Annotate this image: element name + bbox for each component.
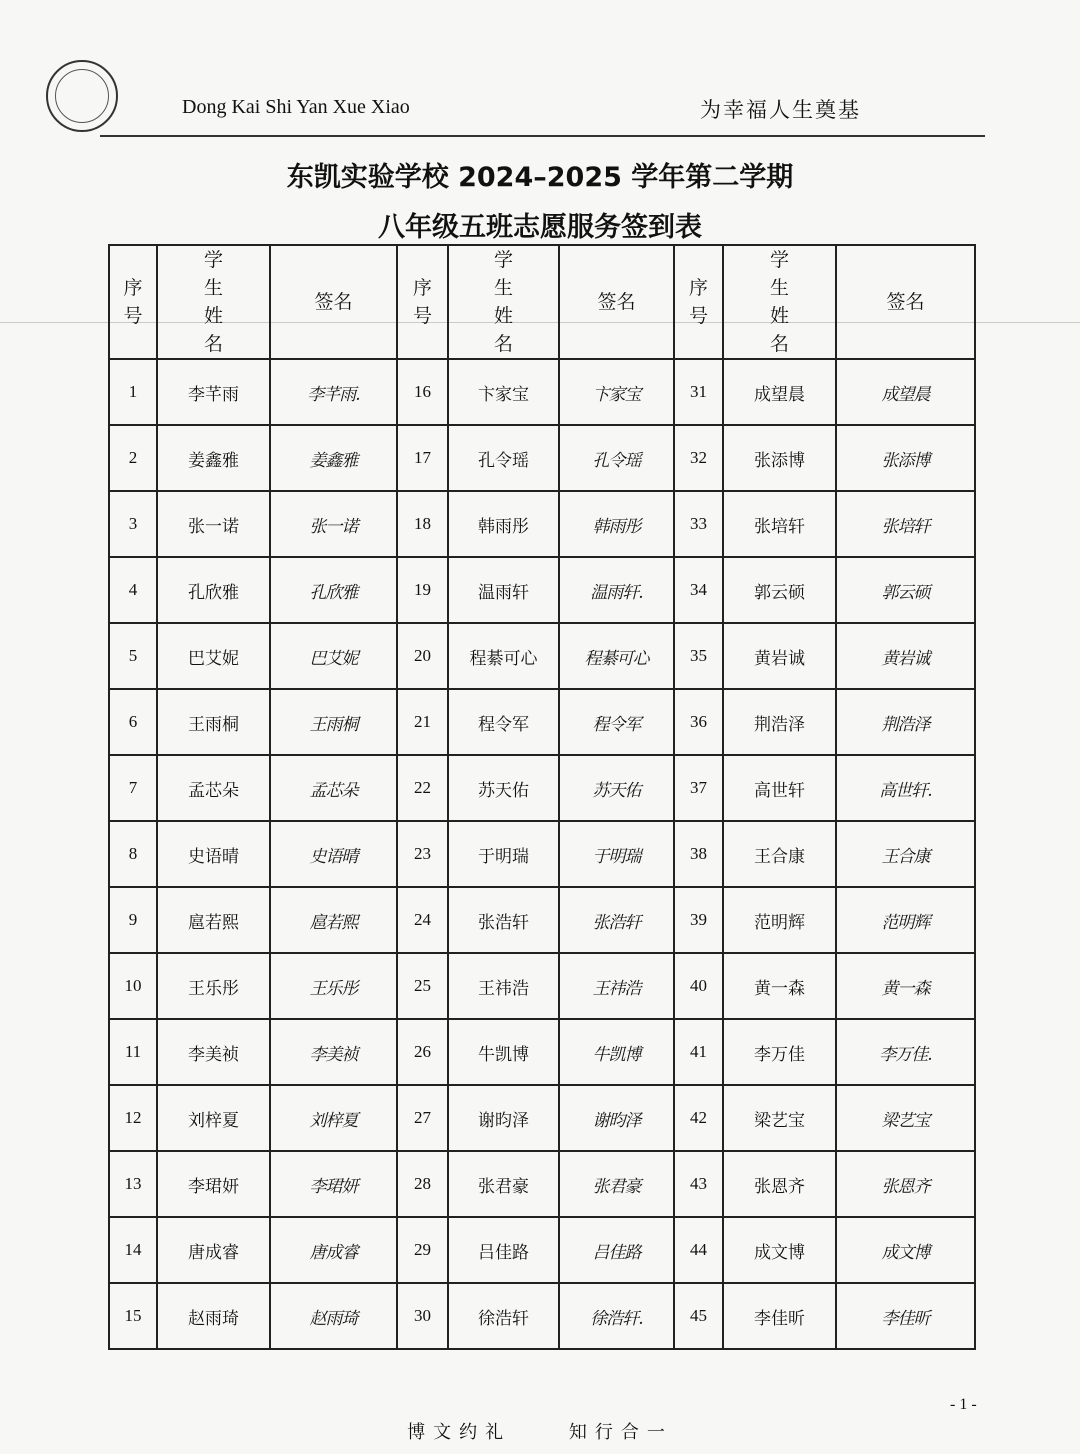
school-name-pinyin: Dong Kai Shi Yan Xue Xiao [182, 96, 410, 118]
student-name: 范明辉 [723, 887, 836, 953]
row-number: 43 [674, 1151, 723, 1217]
student-name: 赵雨琦 [157, 1283, 270, 1349]
table-header [109, 245, 975, 359]
row-number: 41 [674, 1019, 723, 1085]
table-row [109, 1217, 975, 1283]
row-number: 27 [397, 1085, 448, 1151]
signature: 黄一森 [836, 953, 975, 1019]
row-number: 26 [397, 1019, 448, 1085]
student-name: 张恩齐 [723, 1151, 836, 1217]
header-idx-label: 序号 [123, 277, 143, 327]
student-name: 高世轩 [723, 755, 836, 821]
row-number: 18 [397, 491, 448, 557]
student-name: 刘梓夏 [157, 1085, 270, 1151]
row-number: 32 [674, 425, 723, 491]
student-name: 徐浩轩 [448, 1283, 559, 1349]
row-number: 13 [109, 1151, 157, 1217]
student-name: 梁艺宝 [723, 1085, 836, 1151]
signature: 苏天佑 [559, 755, 674, 821]
row-number: 23 [397, 821, 448, 887]
row-number: 35 [674, 623, 723, 689]
table-header-row [109, 245, 975, 359]
row-number: 11 [109, 1019, 157, 1085]
signature: 王合康 [836, 821, 975, 887]
row-number: 7 [109, 755, 157, 821]
student-name: 韩雨彤 [448, 491, 559, 557]
student-name: 孔令瑶 [448, 425, 559, 491]
student-name: 王祎浩 [448, 953, 559, 1019]
sign-in-table [108, 244, 976, 1350]
row-number: 29 [397, 1217, 448, 1283]
row-number: 34 [674, 557, 723, 623]
row-number: 14 [109, 1217, 157, 1283]
student-name: 成文博 [723, 1217, 836, 1283]
school-motto: 为幸福人生奠基 [700, 98, 861, 122]
header-name-label: 学生姓名 [203, 249, 223, 355]
student-name: 李芊雨 [157, 359, 270, 425]
student-name: 吕佳路 [448, 1217, 559, 1283]
row-number: 39 [674, 887, 723, 953]
table-row [109, 557, 975, 623]
row-number: 20 [397, 623, 448, 689]
student-name: 巴艾妮 [157, 623, 270, 689]
row-number: 31 [674, 359, 723, 425]
table-row [109, 1019, 975, 1085]
signature: 李万佳. [836, 1019, 975, 1085]
header-sig-3 [836, 245, 975, 359]
header-sig-label: 签名 [314, 291, 353, 313]
signature: 张培轩 [836, 491, 975, 557]
table-row [109, 821, 975, 887]
row-number: 45 [674, 1283, 723, 1349]
student-name: 黄一森 [723, 953, 836, 1019]
table-row [109, 1151, 975, 1217]
row-number: 2 [109, 425, 157, 491]
table-row [109, 491, 975, 557]
header-idx-label: 序号 [688, 277, 708, 327]
table-row [109, 689, 975, 755]
student-name: 王雨桐 [157, 689, 270, 755]
row-number: 28 [397, 1151, 448, 1217]
signature: 张恩齐 [836, 1151, 975, 1217]
signature: 孟芯朵 [270, 755, 397, 821]
row-number: 12 [109, 1085, 157, 1151]
signature: 李美祯 [270, 1019, 397, 1085]
row-number: 6 [109, 689, 157, 755]
signature: 吕佳路 [559, 1217, 674, 1283]
signature: 张君豪 [559, 1151, 674, 1217]
student-name: 谢昀泽 [448, 1085, 559, 1151]
signature: 李佳昕 [836, 1283, 975, 1349]
student-name: 程令军 [448, 689, 559, 755]
document-title: 东凯实验学校 2024–2025 学年第二学期 [286, 162, 794, 193]
signature: 李芊雨. [270, 359, 397, 425]
header-idx-1 [109, 245, 157, 359]
row-number: 37 [674, 755, 723, 821]
signature: 谢昀泽 [559, 1085, 674, 1151]
student-name: 温雨轩 [448, 557, 559, 623]
student-name: 张培轩 [723, 491, 836, 557]
table-row [109, 887, 975, 953]
signature: 孔欣雅 [270, 557, 397, 623]
student-name: 李珺妍 [157, 1151, 270, 1217]
student-name: 卞家宝 [448, 359, 559, 425]
signature: 王祎浩 [559, 953, 674, 1019]
row-number: 5 [109, 623, 157, 689]
row-number: 38 [674, 821, 723, 887]
student-name: 姜鑫雅 [157, 425, 270, 491]
row-number: 22 [397, 755, 448, 821]
student-name: 张添博 [723, 425, 836, 491]
row-number: 44 [674, 1217, 723, 1283]
signature: 韩雨彤 [559, 491, 674, 557]
row-number: 36 [674, 689, 723, 755]
signature: 荆浩泽 [836, 689, 975, 755]
header-idx-2 [397, 245, 448, 359]
student-name: 郭云硕 [723, 557, 836, 623]
row-number: 19 [397, 557, 448, 623]
signature: 成望晨 [836, 359, 975, 425]
row-number: 24 [397, 887, 448, 953]
student-name: 荆浩泽 [723, 689, 836, 755]
signature: 刘梓夏 [270, 1085, 397, 1151]
student-name: 王合康 [723, 821, 836, 887]
header-name-3 [723, 245, 836, 359]
table-row [109, 425, 975, 491]
student-name: 史语晴 [157, 821, 270, 887]
school-logo [46, 60, 118, 132]
signature: 程令军 [559, 689, 674, 755]
signature: 牛凯博 [559, 1019, 674, 1085]
signature: 徐浩轩. [559, 1283, 674, 1349]
signature: 赵雨琦 [270, 1283, 397, 1349]
signature: 卞家宝 [559, 359, 674, 425]
row-number: 15 [109, 1283, 157, 1349]
table-row [109, 1283, 975, 1349]
table-row [109, 623, 975, 689]
student-name: 牛凯博 [448, 1019, 559, 1085]
school-logo-mark [55, 69, 109, 123]
student-name: 孔欣雅 [157, 557, 270, 623]
row-number: 9 [109, 887, 157, 953]
student-name: 程綦可心 [448, 623, 559, 689]
header-sig-2 [559, 245, 674, 359]
row-number: 40 [674, 953, 723, 1019]
signature: 孔令瑶 [559, 425, 674, 491]
table-row [109, 359, 975, 425]
page-number: - 1 - [950, 1396, 977, 1413]
footer-slogan [0, 1418, 1080, 1444]
table-row [109, 1085, 975, 1151]
row-number: 42 [674, 1085, 723, 1151]
signature: 程綦可心 [559, 623, 674, 689]
signature: 王乐彤 [270, 953, 397, 1019]
student-name: 苏天佑 [448, 755, 559, 821]
row-number: 17 [397, 425, 448, 491]
student-name: 张君豪 [448, 1151, 559, 1217]
table-row [109, 755, 975, 821]
student-name: 于明瑞 [448, 821, 559, 887]
student-name: 张浩轩 [448, 887, 559, 953]
signature: 范明辉 [836, 887, 975, 953]
footer-slogan-right: 知行合一 [568, 1422, 673, 1443]
header-sig-1 [270, 245, 397, 359]
row-number: 21 [397, 689, 448, 755]
signature: 唐成睿 [270, 1217, 397, 1283]
student-name: 成望晨 [723, 359, 836, 425]
signature: 扈若熙 [270, 887, 397, 953]
student-name: 李美祯 [157, 1019, 270, 1085]
signature: 王雨桐 [270, 689, 397, 755]
row-number: 33 [674, 491, 723, 557]
signature: 郭云硕 [836, 557, 975, 623]
signature: 李珺妍 [270, 1151, 397, 1217]
header-name-label: 学生姓名 [493, 249, 513, 355]
header-sig-label: 签名 [597, 291, 636, 313]
header-idx-3 [674, 245, 723, 359]
student-name: 孟芯朵 [157, 755, 270, 821]
document-subtitle: 八年级五班志愿服务签到表 [378, 212, 702, 243]
student-name: 王乐彤 [157, 953, 270, 1019]
signature: 张浩轩 [559, 887, 674, 953]
header-sig-label: 签名 [886, 291, 925, 313]
row-number: 4 [109, 557, 157, 623]
student-name: 张一诺 [157, 491, 270, 557]
row-number: 16 [397, 359, 448, 425]
signature: 张一诺 [270, 491, 397, 557]
header-divider [100, 135, 985, 137]
signature: 巴艾妮 [270, 623, 397, 689]
table-row [109, 953, 975, 1019]
signature: 于明瑞 [559, 821, 674, 887]
signature: 温雨轩. [559, 557, 674, 623]
header-name-2 [448, 245, 559, 359]
signature: 史语晴 [270, 821, 397, 887]
row-number: 8 [109, 821, 157, 887]
header-name-label: 学生姓名 [769, 249, 789, 355]
student-name: 唐成睿 [157, 1217, 270, 1283]
signature: 张添博 [836, 425, 975, 491]
row-number: 30 [397, 1283, 448, 1349]
signature: 成文博 [836, 1217, 975, 1283]
student-name: 李万佳 [723, 1019, 836, 1085]
row-number: 25 [397, 953, 448, 1019]
table-body [109, 359, 975, 1349]
row-number: 10 [109, 953, 157, 1019]
student-name: 黄岩诚 [723, 623, 836, 689]
student-name: 扈若熙 [157, 887, 270, 953]
signature: 高世轩. [836, 755, 975, 821]
student-name: 李佳昕 [723, 1283, 836, 1349]
signature: 姜鑫雅 [270, 425, 397, 491]
footer-slogan-left: 博文约礼 [407, 1422, 512, 1443]
signature: 黄岩诚 [836, 623, 975, 689]
header-idx-label: 序号 [412, 277, 432, 327]
row-number: 3 [109, 491, 157, 557]
row-number: 1 [109, 359, 157, 425]
header-name-1 [157, 245, 270, 359]
signature: 梁艺宝 [836, 1085, 975, 1151]
